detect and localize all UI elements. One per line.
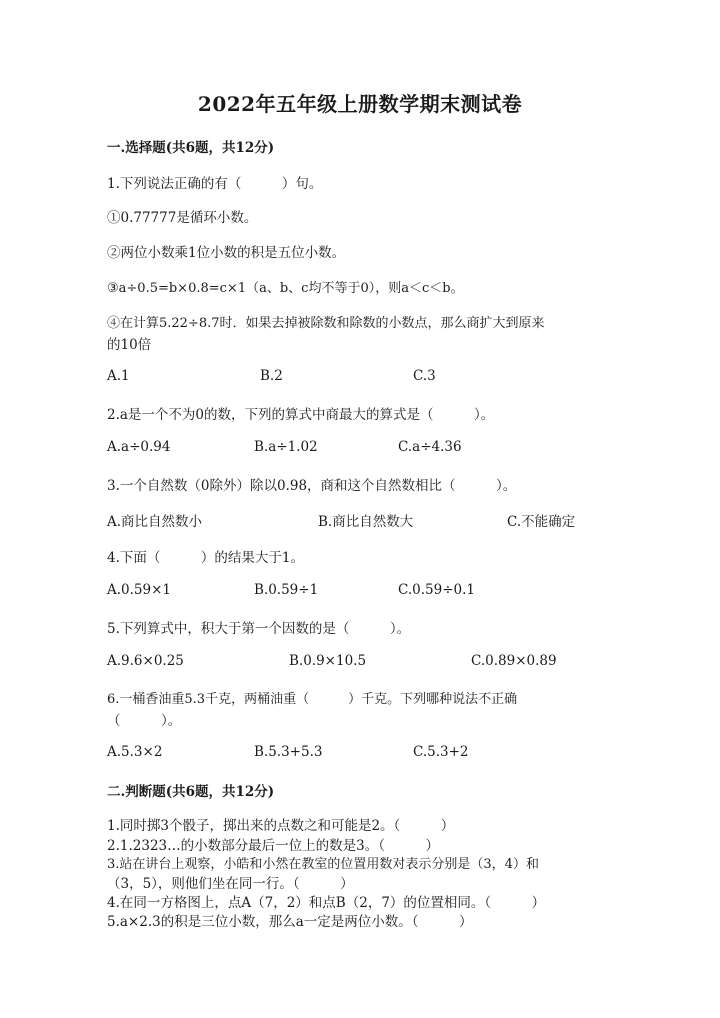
question-2-option-a[interactable]: A.a÷0.94 [107, 439, 171, 455]
question-1-statement-1: ①0.77777是循环小数。 [107, 210, 258, 226]
judgment-item-3-cont: （3，5），则他们坐在同一行。（ ） [107, 876, 354, 892]
question-6-stem-cont: （ ）。 [107, 713, 182, 729]
question-1-statement-4-cont: 的10倍 [107, 337, 152, 353]
question-1-statement-2: ②两位小数乘1位小数的积是五位小数。 [107, 245, 346, 261]
judgment-item-5: 5.a×2.3的积是三位小数，那么a一定是两位小数。（ ） [107, 914, 473, 930]
question-1-option-a[interactable]: A.1 [107, 368, 130, 384]
question-5-stem: 5.下列算式中，积大于第一个因数的是（ ）。 [107, 621, 411, 637]
judgment-item-3: 3.站在讲台上观察，小皓和小然在教室的位置用数对表示分别是（3，4）和 [107, 857, 539, 872]
question-3-stem: 3.一个自然数（0除外）除以0.98，商和这个自然数相比（ ）。 [107, 478, 517, 494]
question-4-option-c[interactable]: C.0.59÷0.1 [398, 582, 475, 598]
judgment-item-2: 2.1.2323…的小数部分最后一位上的数是3。（ ） [107, 838, 439, 854]
question-6-option-b[interactable]: B.5.3+5.3 [254, 744, 323, 760]
question-3-option-b[interactable]: B.商比自然数大 [318, 514, 414, 530]
judgment-item-1: 1.同时掷3个骰子，掷出来的点数之和可能是2。（ ） [107, 818, 455, 834]
question-6-stem: 6.一桶香油重5.3千克，两桶油重（ ）千克。下列哪种说法不正确 [107, 692, 518, 707]
page-title: 2022年五年级上册数学期末测试卷 [197, 92, 523, 116]
question-2-option-b[interactable]: B.a÷1.02 [254, 439, 318, 455]
question-3-option-a[interactable]: A.商比自然数小 [107, 514, 203, 530]
judgment-item-4: 4.在同一方格图上，点A（7，2）和点B（2，7）的位置相同。（ ） [107, 895, 546, 911]
question-1-statement-3: ③a÷0.5=b×0.8=c×1（a、b、c均不等于0），则a＜c＜b。 [107, 281, 464, 296]
question-1-statement-4: ④在计算5.22÷8.7时．如果去掉被除数和除数的小数点，那么商扩大到原来 [107, 316, 545, 331]
question-6-option-a[interactable]: A.5.3×2 [107, 744, 163, 760]
question-1-option-c[interactable]: C.3 [413, 368, 436, 384]
question-1-option-b[interactable]: B.2 [260, 368, 283, 384]
question-5-option-b[interactable]: B.0.9×10.5 [289, 653, 367, 669]
question-2-option-c[interactable]: C.a÷4.36 [398, 439, 462, 455]
question-1-stem: 1.下列说法正确的有（ ）句。 [107, 176, 323, 192]
question-6-option-c[interactable]: C.5.3+2 [413, 744, 469, 760]
question-4-option-b[interactable]: B.0.59÷1 [254, 582, 319, 598]
section-2-heading: 二.判断题(共6题，共12分) [107, 784, 275, 800]
question-4-stem: 4.下面（ ）的结果大于1。 [107, 550, 304, 566]
question-4-option-a[interactable]: A.0.59×1 [107, 582, 171, 598]
section-1-heading: 一.选择题(共6题，共12分) [107, 140, 275, 156]
question-5-option-a[interactable]: A.9.6×0.25 [107, 653, 184, 669]
question-3-option-c[interactable]: C.不能确定 [507, 514, 576, 530]
question-2-stem: 2.a是一个不为0的数，下列的算式中商最大的算式是（ ）。 [107, 407, 495, 423]
question-5-option-c[interactable]: C.0.89×0.89 [471, 653, 557, 669]
